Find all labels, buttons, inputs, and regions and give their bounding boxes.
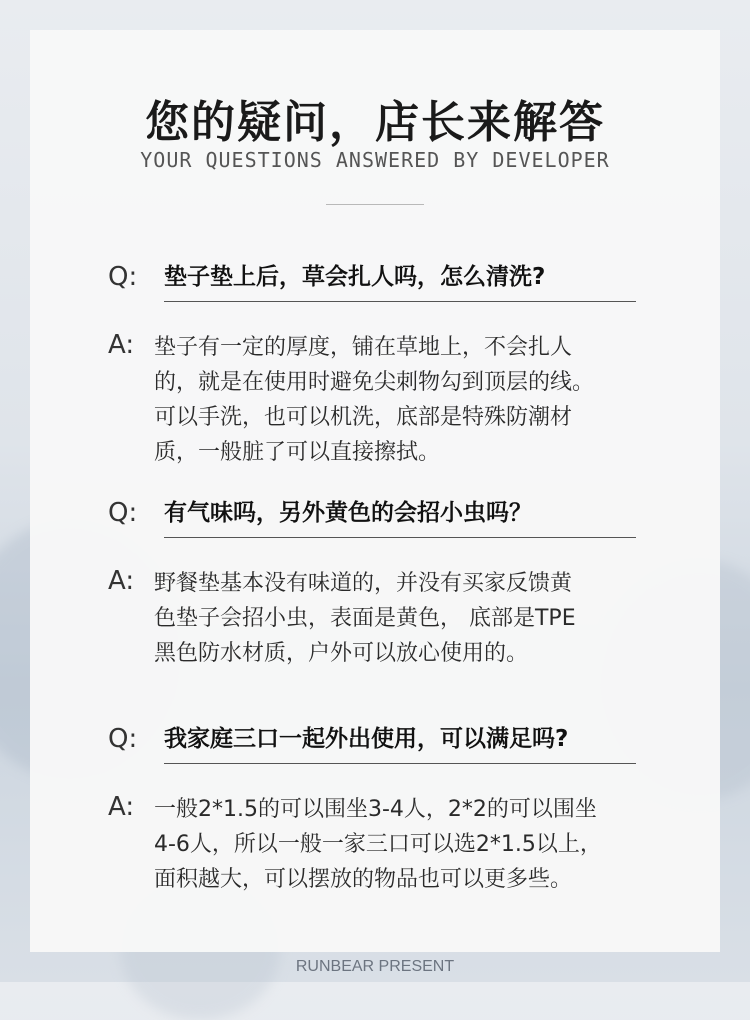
question-row xyxy=(30,720,720,764)
answer-row xyxy=(30,566,720,671)
answer-text xyxy=(154,566,654,671)
qa-item-3 xyxy=(30,720,720,897)
page-subtitle: YOUR QUESTIONS ANSWERED BY DEVELOPER xyxy=(140,148,610,172)
answer-line: 面积越大，可以摆放的物品也可以更多些。 xyxy=(154,867,573,892)
question-text: 垫子垫上后，草会扎人吗，怎么清洗? xyxy=(164,264,546,290)
question-underline xyxy=(164,763,636,764)
question-row xyxy=(30,258,720,302)
qa-item-1 xyxy=(30,258,720,470)
qa-item-2 xyxy=(30,494,720,671)
question-marker: Q: xyxy=(108,498,138,528)
answer-line: 的，就是在使用时避免尖刺物勾到顶层的线。 xyxy=(154,370,595,395)
answer-line: 质，一般脏了可以直接擦拭。 xyxy=(154,440,441,465)
question-underline xyxy=(164,537,636,538)
footer-brand: RUNBEAR PRESENT xyxy=(295,958,455,975)
question-text: 有气味吗，另外黄色的会招小虫吗？ xyxy=(164,500,532,526)
answer-marker: A: xyxy=(108,566,135,596)
answer-marker: A: xyxy=(108,792,135,822)
answer-line: 色垫子会招小虫，表面是黄色， 底部是TPE xyxy=(154,606,576,631)
answer-line: 野餐垫基本没有味道的，并没有买家反馈黄 xyxy=(154,571,573,596)
page-title: 您的疑问，店长来解答 xyxy=(145,97,605,148)
answer-line: 4-6人，所以一般一家三口可以选2*1.5以上， xyxy=(154,832,602,857)
answer-row xyxy=(30,792,720,897)
question-underline xyxy=(164,301,636,302)
answer-line: 可以手洗，也可以机洗，底部是特殊防潮材 xyxy=(154,405,573,430)
answer-line: 垫子有一定的厚度，铺在草地上，不会扎人 xyxy=(154,335,573,360)
title-divider xyxy=(326,204,424,205)
answer-text xyxy=(154,330,654,470)
answer-line: 一般2*1.5的可以围坐3-4人，2*2的可以围坐 xyxy=(154,797,597,822)
answer-line: 黑色防水材质，户外可以放心使用的。 xyxy=(154,641,529,666)
answer-text xyxy=(154,792,654,897)
content-card xyxy=(30,30,720,952)
answer-row xyxy=(30,330,720,470)
question-text: 我家庭三口一起外出使用，可以满足吗? xyxy=(164,726,569,752)
answer-marker: A: xyxy=(108,330,135,360)
question-marker: Q: xyxy=(108,262,138,292)
question-marker: Q: xyxy=(108,724,138,754)
question-row xyxy=(30,494,720,538)
